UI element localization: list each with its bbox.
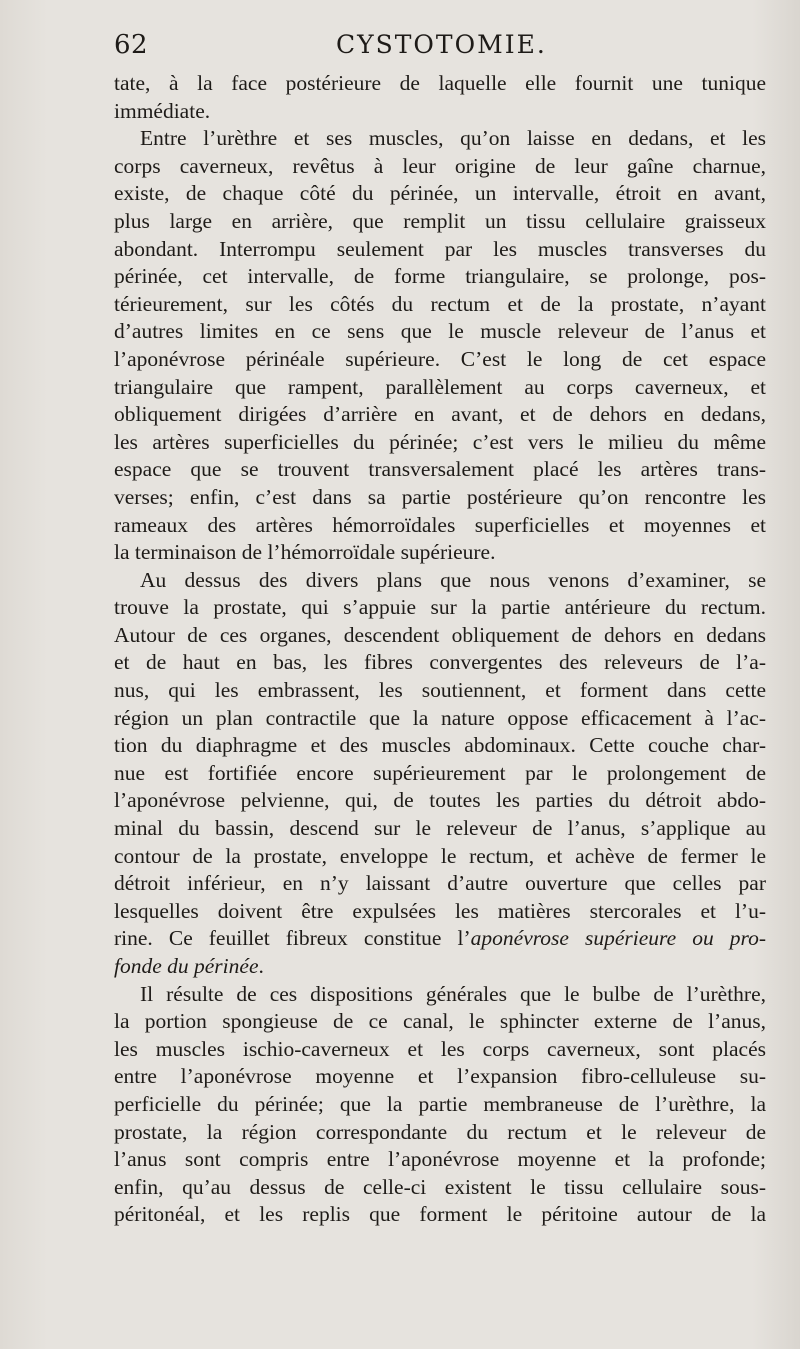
text-line: l’aponévrose périnéale supérieure. C’est le long de cet espace xyxy=(114,346,766,371)
text-line: d’autres limites en ce sens que le muscle releveur de l’anus et xyxy=(114,319,766,344)
text-line: existe, de chaque côté du périnée, un intervalle, étroit en avant, xyxy=(114,181,766,206)
text-line: périnée, cet intervalle, de forme triangulaire, se prolonge, pos- xyxy=(114,264,766,289)
text-line: immédiate. xyxy=(114,98,211,123)
text-line: minal du bassin, descend sur le releveur de l’anus, s’applique au xyxy=(114,816,766,841)
text-line: l’anus sont compris entre l’aponévrose moyenne et la profonde; xyxy=(114,1147,766,1172)
text-line: nus, qui les embrassent, les soutiennent, et forment dans cette xyxy=(114,678,766,703)
italic-term: aponévrose supérieure ou pro- xyxy=(470,926,766,951)
text-line: prostate, la région correspondante du rectum et le releveur de xyxy=(114,1119,766,1144)
text-line: tate, à la face postérieure de laquelle elle fournit une tunique xyxy=(114,71,766,95)
text-line: enfin, qu’au dessus de celle-ci existent le tissu cellulaire sous- xyxy=(114,1174,766,1199)
text-line: Au dessus des divers plans que nous venons d’examiner, se xyxy=(140,567,766,592)
text-line: nue est fortifiée encore supérieurement par le prolongement de xyxy=(114,760,766,785)
text-line: Il résulte de ces dispositions générales que le bulbe de l’urèthre, xyxy=(140,981,766,1006)
paragraph xyxy=(114,125,766,567)
paragraph xyxy=(114,981,766,1229)
text-line: Autour de ces organes, descendent obliquement de dehors en dedans xyxy=(114,622,766,647)
text-line: plus large en arrière, que remplit un tissu cellulaire graisseux xyxy=(114,208,766,233)
paragraph xyxy=(114,70,766,125)
text-line: Entre l’urèthre et ses muscles, qu’on laisse en dedans, et les xyxy=(140,126,766,151)
text-line: perficielle du périnée; que la partie membraneuse de l’urèthre, la xyxy=(114,1091,766,1116)
text-line: les artères superficielles du périnée; c’est vers le milieu du même xyxy=(114,429,766,454)
text-line: rine. Ce feuillet fibreux constitue l’aponévrose supérieure ou pro- xyxy=(114,926,766,951)
text-line: et de haut en bas, les fibres convergentes des releveurs de l’a- xyxy=(114,650,766,675)
text-line: trouve la prostate, qui s’appuie sur la partie antérieure du rectum. xyxy=(114,595,766,620)
paragraph xyxy=(114,567,766,981)
text-line: térieurement, sur les côtés du rectum et de la prostate, n’ayant xyxy=(114,291,766,316)
page-number: 62 xyxy=(114,30,149,60)
text-line: détroit inférieur, en n’y laissant d’autre ouverture que celles par xyxy=(114,871,766,896)
text-line: obliquement dirigées d’arrière en avant, et de dehors en dedans, xyxy=(114,402,766,427)
text-line: la portion spongieuse de ce canal, le sphincter externe de l’anus, xyxy=(114,1009,766,1034)
text-line: région un plan contractile que la nature oppose efficacement à l’ac- xyxy=(114,705,766,730)
text-line: la terminaison de l’hémorroïdale supérieure. xyxy=(114,540,496,565)
text-line: rameaux des artères hémorroïdales superficielles et moyennes et xyxy=(114,512,766,537)
text-line: l’aponévrose pelvienne, qui, de toutes les parties du détroit abdo- xyxy=(114,788,766,813)
running-head: CYSTOTOMIE. xyxy=(336,30,547,59)
text-line: péritonéal, et les replis que forment le péritoine autour de la xyxy=(114,1202,766,1227)
text-line: les muscles ischio-caverneux et les corps caverneux, sont placés xyxy=(114,1036,766,1061)
body-text xyxy=(114,70,766,1229)
text-line: abondant. Interrompu seulement par les muscles transverses du xyxy=(114,236,766,261)
text-line: contour de la prostate, enveloppe le rectum, et achève de fermer le xyxy=(114,843,766,868)
text-line: tion du diaphragme et des muscles abdominaux. Cette couche char- xyxy=(114,733,766,758)
text-line: espace que se trouvent transversalement placé les artères trans- xyxy=(114,457,766,482)
page-header xyxy=(114,30,766,66)
text-line: verses; enfin, c’est dans sa partie postérieure qu’on rencontre les xyxy=(114,484,766,509)
italic-term: fonde du périnée xyxy=(114,954,259,978)
text-line: fonde du périnée. xyxy=(114,954,264,978)
text-line: lesquelles doivent être expulsées les matières stercorales et l’u- xyxy=(114,898,766,923)
text-line: triangulaire que rampent, parallèlement au corps caverneux, et xyxy=(114,374,766,399)
text-line: entre l’aponévrose moyenne et l’expansion fibro-celluleuse su- xyxy=(114,1064,766,1089)
text-line: corps caverneux, revêtus à leur origine de leur gaîne charnue, xyxy=(114,153,766,178)
